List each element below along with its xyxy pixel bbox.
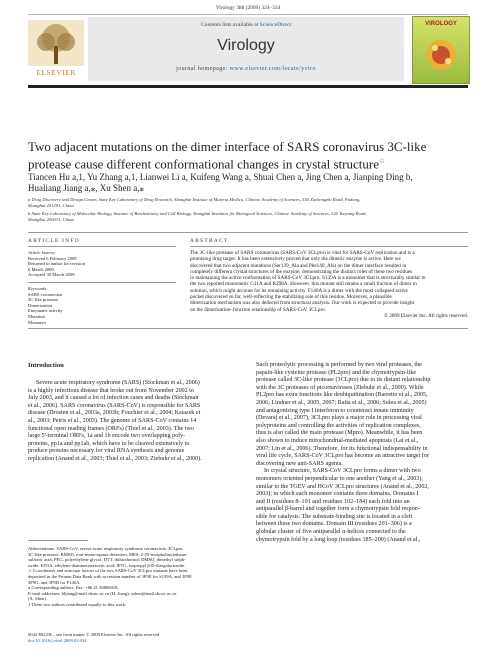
virus-illustration-icon [421,33,461,77]
article-title-text: Two adjacent mutations on the dimer interface of SARS coronavirus 3C-like protease cause different conformational changes in crystal structure [28,139,427,172]
homepage-line [88,66,404,72]
contents-prefix: Contents lists available at [200,22,259,28]
article-history: Article history: Received 6 February 2009 Returned to author for revision 6 March 2009 Accepted 30 March 2009 [28,250,176,278]
contents-line [88,22,404,28]
divider [190,246,468,247]
doi-link[interactable]: doi:10.1016/j.virol.2009.03.034 [28,638,87,643]
homepage-prefix: journal homepage: [176,66,230,72]
keywords-list: Keywords: SARS coronavirus 3C-like protease Dimerization Enzymatic activity Mutation Monomer [28,286,176,325]
publisher-name: ELSEVIER [36,68,76,77]
elsevier-logo [28,20,84,80]
intro-left-column: Severe acute respiratory syndrome (SARS) (Stockman et al., 2006) is a highly infectious disease that broke out from November 2002 to July 2003, and it caused a lot of infection cases and deaths (Stockman et al., 2006). SARS coronavirus (SARS-CoV) is responsible for SARS disease (Drosten et al., 2003a, 2003b; Fouchier et al., 2004; Ksiazek et al., 2003; Peiris et al., 2003). The genome of SARS-CoV contains 14 functional open reading frames (ORFs) (Thiel et al., 2003). The two large 5'-terminal ORFs, 1a and 1b encode two overlapping poly- proteins, pp1a and pp1ab, which have to be cleaved extensively to produce proteins necessary for viral RNA synthesis and genome replication (Anand et al., 2003; Thiel et al., 2003; Ziebuhr et al., 2000). [28,380,202,462]
affiliation-a: a Drug Discovery and Design Center, State Key Laboratory of Drug Research, Shanghai Institute of Materia Medica, Chinese Academy of Sciences, 555 Zuchongzhi Road, Pudong, Shanghai 201203, China [28,197,361,208]
copyright-line: © 2009 Elsevier Inc. All rights reserved. [383,312,468,319]
authors-line-1: Tiancen Hu a,1, Yu Zhang a,1, Lianwei Li a, Kuifeng Wang a, Shuai Chen a, Jing Chen a, Jianping Ding b, [28,172,413,182]
article-title [28,139,468,171]
journal-name: Virology [217,37,275,54]
journal-info-panel [88,17,404,81]
issn-line: 0042-6822/$ – see front matter © 2009 Elsevier Inc. All rights reserved. [28,632,161,637]
footnotes: Abbreviations: SARS-CoV, severe acute respiratory syndrome coronavirus; 3CLpro, 3C-like protease; RMSD, root-mean-square deviation; MES, 2-(N-morpholino)ethane- sulfonic acid; PEG, polyethylene glycol; DTT, dithiothreitol; DMSO, dimethyl sulph- oxide; EDTA, ethylene diaminetetraacetic acid; IPTG, isopropyl β-D-thiogalactoside. ☆ Coordinates and structure factors of the two SARS-CoV 3CLpro mutants have been deposited in the Protein Data Bank with accession number of 3F9E for S139A, and 3F9F, 3F9G, and 3F9H for F140A. ⁎ Corresponding authors. Fax: +86 21 50806918. E-mail addresses: hljiang@mail.shcnc.ac.cn (H. Jiang), xshen@mail.shcnc.ac.cn (X. Shen). 1 These two authors contributed equally to this work. [28,546,193,607]
title-footnote-mark[interactable]: ☆ [378,157,386,165]
abstract-text: The 3C-like protease of SARS coronavirus (SARS-CoV 3CLpro) is vital for SARS-CoV replication and is a promising drug target. It has been extensively proved that only the dimeric enzyme is active. Here we discovered that two adjacent mutations (Ser139_Ala and Phe140_Ala) on the dimer interface resulted in completely different crystal structures of the enzyme, demonstrating the distinct roles of these two residues in maintaining the active conformation of SARS-CoV 3CLpro. S139A is a monomer that is structurally similar to the two reported monomeric G11A and R298A. However, this mutant still retains a small fraction of dimer in solution, which might account for its remaining activity. F140A is a dimer with the most collapsed active pocket discovered so far, well-reflecting the stabilizing role of this residue. Moreover, a plausible dimerization mechanism was also deduced from structural analysis. Our work is expected to provide insight on the dimerization–function relationship of SARS-CoV 3CLpro. © 2009 Elsevier Inc. All rights reserved. [190,250,468,319]
divider [28,282,176,283]
homepage-link[interactable]: www.elsevier.com/locate/yviro [229,66,316,72]
article-info-heading: ARTICLE INFO [28,238,80,244]
affiliation-b: b State Key Laboratory of Molecular Biology, Institute of Biochemistry and Cell Biology, Shanghai Institutes for Biological Sciences, Chinese Academy of Sciences, 320 Yueyang Road, Shanghai 200031, China [28,211,367,222]
intro-right-column: Such proteolytic processing is performed by two viral proteases, the papain-like cysteine protease (PL2pro) and the chymotrypsin-like protease called 3C-like protease (3CLpro) due to its distant relationship with the 3C proteases of picornaviruses (Ziebuhr et al., 2000). While PL2pro has extra functions like deubiquitination (Barretto et al., 2005, 2006; Lindner et al., 2005, 2007; Ratia et al., 2006; Sulea et al., 2005) and antagonizing type I interferon to counteract innate immunity (Devaraj et al., 2007), 3CLpro plays a major role in processing viral polyproteins and controlling the activities of replication complexes, thus is also called the main protease (Mpro). Meanwhile, it has been also shown to induce mitochondrial-mediated apoptosis (Lai et al., 2007; Lin et al., 2006). Therefore, for its functional indispensability in viral life cycle, SARS-CoV 3CLpro has become an attractive target for discovering new anti-SARS agents. In crystal structure, SARS-CoV 3CLpro forms a dimer with two monomers oriented perpendicular to one another (Yang et al., 2003), similar to the TGEV and HCoV 3CLpro structures (Anand et al., 2002, 2003); in which each monomer contains three domains. Domains I and II (residues 8–101 and residues 102–184) each fold into an antiparallel β-barrel and together form a chymotrypsin fold respon- sible for catalysis. The substrate-binding site is located in a cleft between these two domains. Domain III (residues 201–306) is a globular cluster of five antiparallel α-helices connected to the chymotrypsin fold by a long loop (residues 185–200) (Anand et al., [256,362,431,543]
divider [28,246,176,247]
footnote-divider [28,540,88,541]
authors-line-2: Hualiang Jiang a,⁎, Xu Shen a,⁎ [28,183,144,193]
cover-title: VIROLOGY [425,21,457,27]
journal-cover [412,16,470,84]
intro-heading: Introduction [28,362,64,369]
sciencedirect-link[interactable]: ScienceDirect [259,22,292,28]
author-list [28,172,468,194]
keywords-label: Keywords: [28,286,48,291]
abstract-heading: ABSTRACT [190,238,229,244]
divider [28,232,468,233]
divider [28,328,468,329]
history-label: Article history: [28,250,56,255]
journal-citation: Virology 388 (2009) 324–334 [215,5,281,11]
